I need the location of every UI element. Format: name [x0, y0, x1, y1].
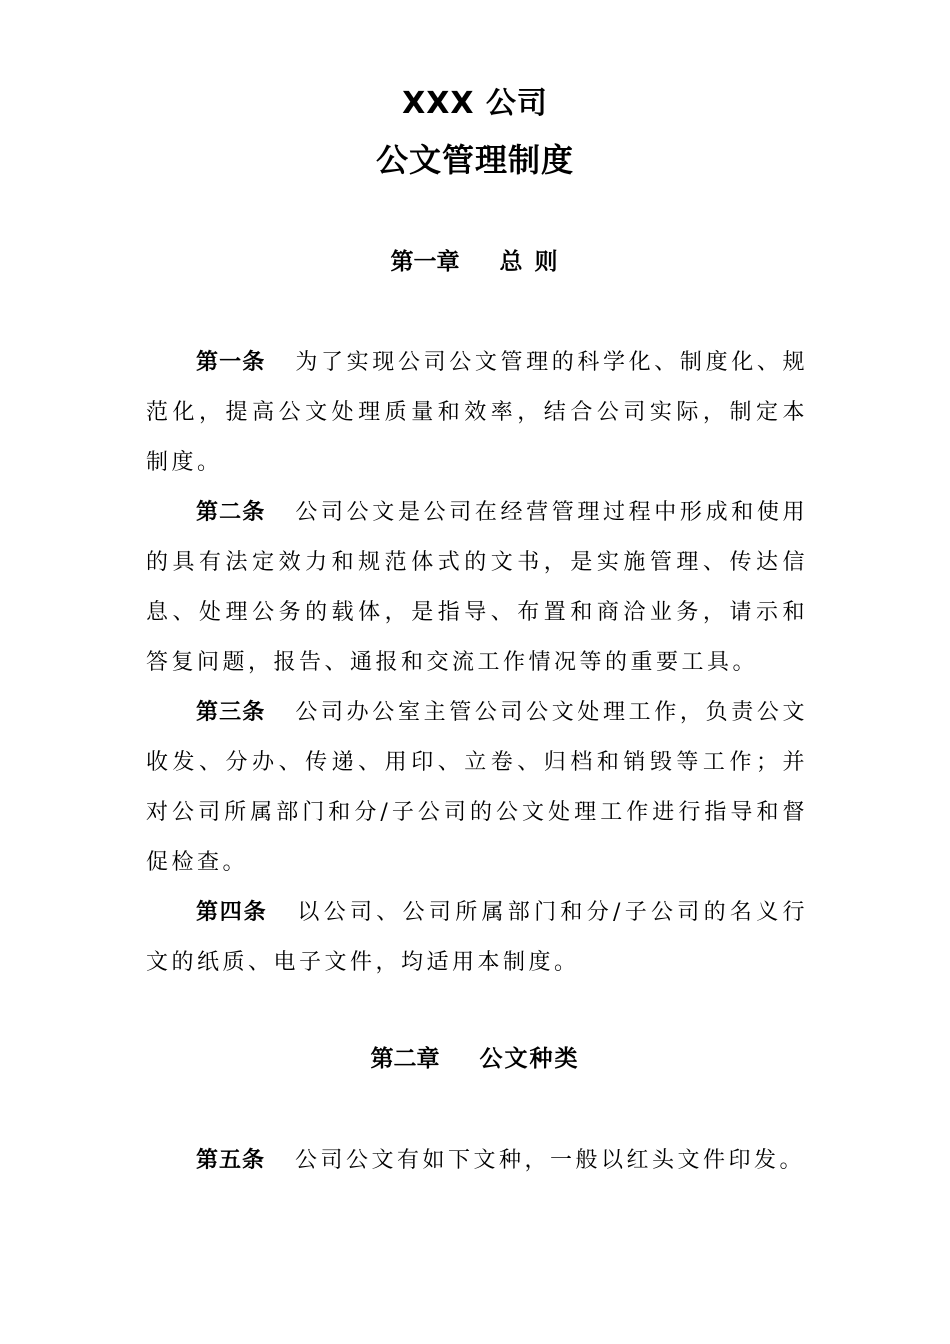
article-label: 第三条: [196, 700, 266, 725]
article-1: [146, 338, 808, 488]
article-label: 第一条: [196, 350, 266, 375]
article-5: [146, 1136, 808, 1186]
article-label: 第五条: [196, 1148, 266, 1173]
chapter-number: 第二章: [370, 1046, 440, 1072]
chapter-number: 第一章: [390, 249, 460, 275]
article-text: 公司公文有如下文种，一般以红头文件印发。: [295, 1148, 806, 1173]
article-4: [146, 888, 808, 988]
company-title: XXX 公司: [402, 86, 548, 121]
article-2: [146, 488, 808, 688]
document-title: 公文管理制度: [375, 141, 574, 179]
article-text: 公司公文是公司在经营管理过程中形成和使用的具有法定效力和规范体式的文书，是实施管理、传达信息、处理公务的载体，是指导、布置和商洽业务，请示和答复问题，报告、通报和交流工作情况等的重要工具。: [146, 500, 808, 675]
article-3: [146, 688, 808, 888]
article-text: 为了实现公司公文管理的科学化、制度化、规范化，提高公文处理质量和效率，结合公司实际，制定本制度。: [146, 350, 808, 475]
article-text: 公司办公室主管公司公文处理工作，负责公文收发、分办、传递、用印、立卷、归档和销毁等工作；并对公司所属部门和分/子公司的公文处理工作进行指导和督促检查。: [146, 700, 808, 875]
article-text: 以公司、公司所属部门和分/子公司的名义行文的纸质、电子文件，均适用本制度。: [146, 900, 808, 975]
chapter-heading-1: [0, 246, 950, 278]
chapter-name: 公文种类: [479, 1046, 580, 1072]
chapter-name: 总 则: [499, 249, 560, 275]
article-label: 第四条: [196, 900, 268, 925]
chapter-heading-2: [0, 1043, 950, 1075]
article-label: 第二条: [196, 500, 266, 525]
